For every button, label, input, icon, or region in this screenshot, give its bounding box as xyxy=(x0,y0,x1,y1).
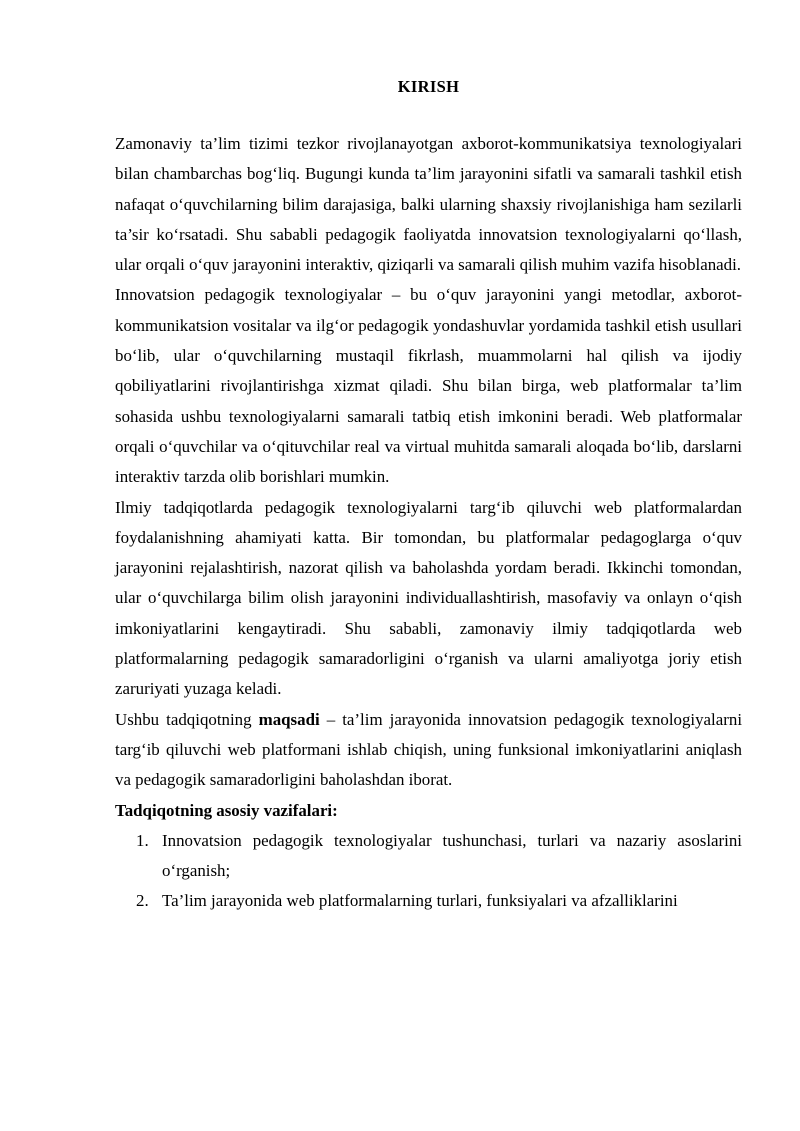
list-item-text: Innovatsion pedagogik texnologiyalar tushunchasi, turlari va nazariy asoslarini o‘rganish; xyxy=(162,830,742,881)
list-item xyxy=(136,826,742,887)
paragraph-innovative-technologies: Innovatsion pedagogik texnologiyalar – bu o‘quv jarayonini yangi metodlar, axborot-kommunikatsion vositalar va ilg‘or pedagogik yondashuvlar yordamida tashkil etish usullari bo‘lib, ular o‘quvchilarning mustaqil fikrlash, muammolarni hal qilish va ijodiy qobiliyatlarini rivojlantirishga xizmat qiladi. Shu bilan birga, web platformalar ta’lim sohasida ushbu texnologiyalarni samarali tatbiq etish imkonini beradi. Web platformalar orqali o‘quvchilar va o‘qituvchilar real va virtual muhitda samarali aloqada bo‘lib, darslarni interaktiv tarzda olib borishlari mumkin. xyxy=(115,285,742,487)
paragraph-research-importance: Ilmiy tadqiqotlarda pedagogik texnologiyalarni targ‘ib qiluvchi web platformalardan foydalanishning ahamiyati katta. Bir tomondan, bu platformalar pedagoglarga o‘quv jarayonini rejalashtirish, nazorat qilish va baholashda yordam beradi. Ikkinchi tomondan, ular o‘quvchilarga bilim olish jarayonini individuallashtirish, masofaviy va onlayn o‘qish imkoniyatlarini kengaytiradi. Shu sababli, zamonaviy ilmiy tadqiqotlarda web platformalarning pedagogik samaradorligini o‘rganish va ularni amaliyotga joriy etish zaruriyati yuzaga keladi. xyxy=(115,497,742,699)
tasks-list xyxy=(115,826,742,917)
list-item xyxy=(136,886,742,916)
paragraph-research-aim xyxy=(115,705,742,796)
paragraph-intro: Zamonaviy ta’lim tizimi tezkor rivojlanayotgan axborot-kommunikatsiya texnologiyalari bilan chambarchas bog‘liq. Bugungi kunda ta’lim jarayonini sifatli va samarali tashkil etish nafaqat o‘quvchilarning bilim darajasiga, balki ularning shaxsiy rivojlanishiga ham sezilarli ta’sir ko‘rsatadi. Shu sababli pedagogik faoliyatda innovatsion texnologiyalarni qo‘llash, ular orqali o‘quv jarayonini interaktiv, qiziqarli va samarali qilish muhim vazifa hisoblanadi. xyxy=(115,134,742,275)
list-item-text: Ta’lim jarayonida web platformalarning turlari, funksiyalari va afzalliklarini xyxy=(162,891,678,911)
aim-lead-text: Ushbu tadqiqotning xyxy=(115,709,259,729)
page-title: KIRISH xyxy=(397,77,460,96)
aim-body-text: – ta’lim jarayonida innovatsion pedagogik texnologiyalarni targ‘ib qiluvchi web platformani ishlab chiqish, uning funksional imkoniyatlarini aniqlash va pedagogik samaradorligini baholashdan iborat. xyxy=(115,709,743,790)
list-item-number: 1. xyxy=(136,830,149,850)
tasks-heading: Tadqiqotning asosiy vazifalari: xyxy=(115,800,338,820)
list-item-number: 2. xyxy=(136,891,149,911)
aim-keyword: maqsadi xyxy=(258,709,320,729)
document-body xyxy=(115,129,742,917)
